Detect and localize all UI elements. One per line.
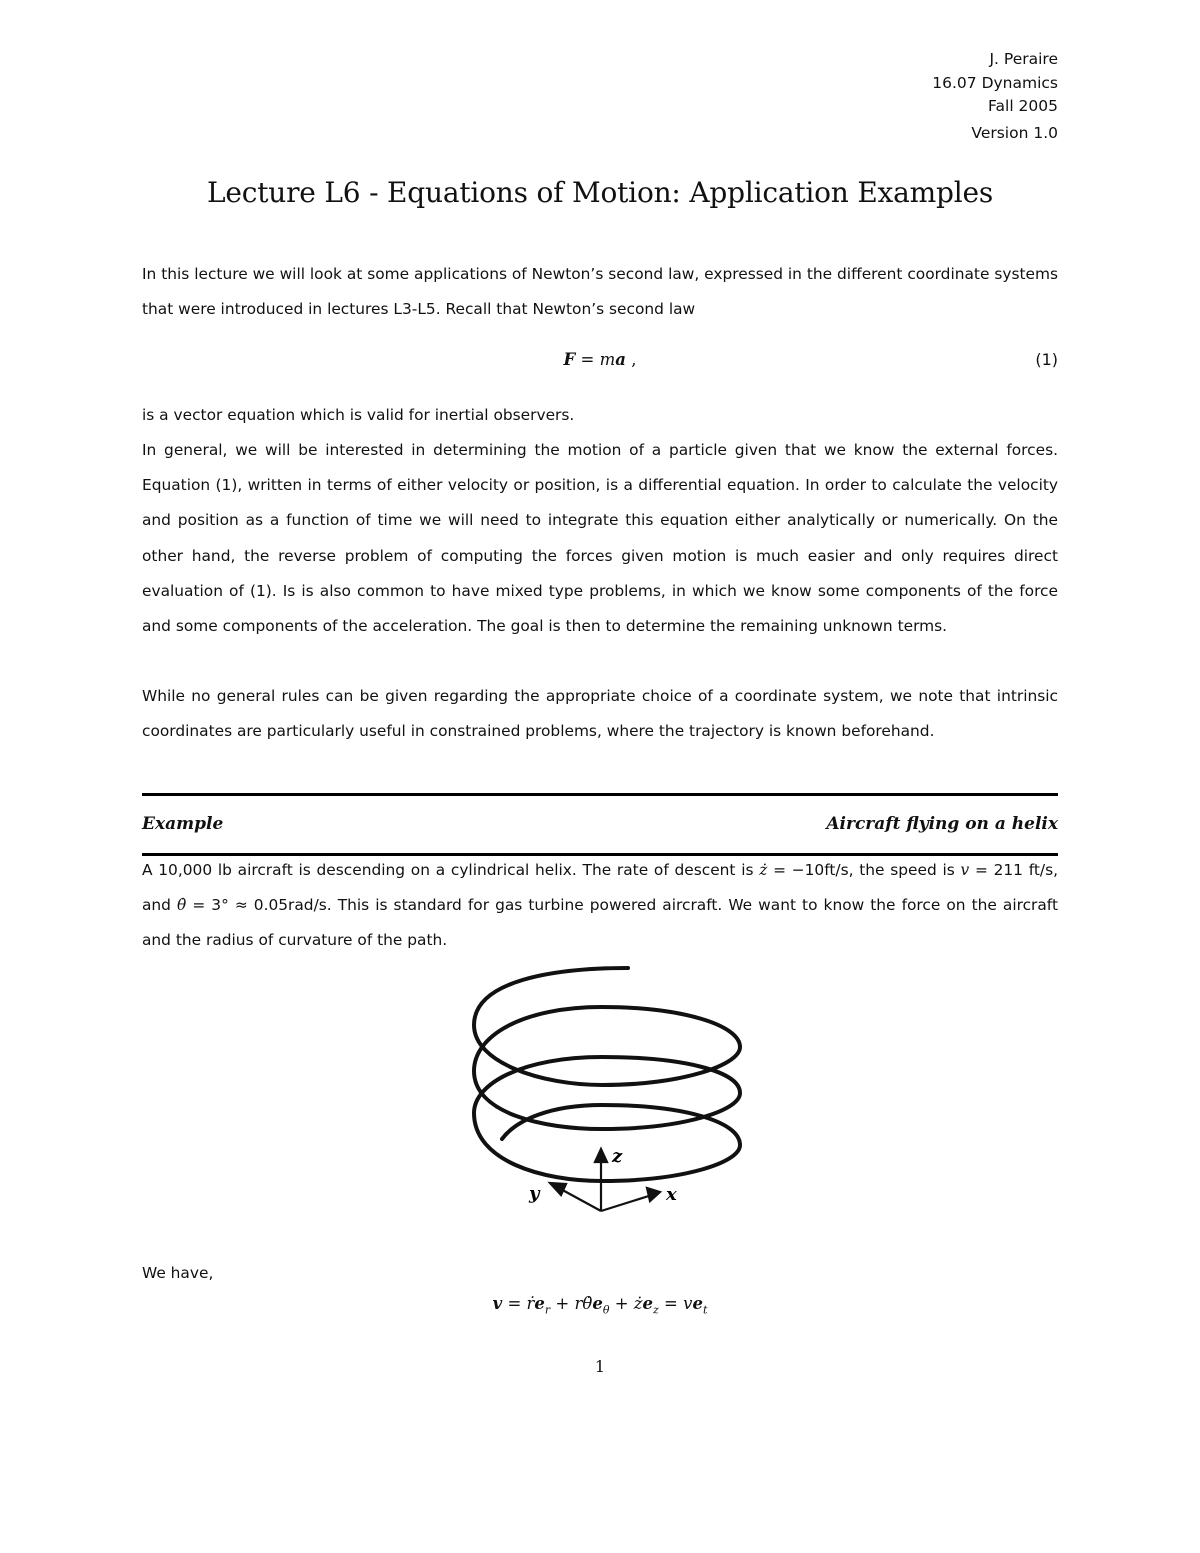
eq2-thetadot: θ̇	[582, 1294, 593, 1313]
eq2-sub-z: z	[653, 1303, 659, 1317]
eq2-r: r	[574, 1294, 583, 1313]
eq1-accel: a	[615, 350, 626, 369]
eq2-sub-r: r	[544, 1303, 551, 1317]
eq1-equals: =	[580, 350, 595, 369]
example-paragraph	[142, 853, 1058, 959]
eq2-v2: v	[683, 1294, 693, 1313]
author: J. Peraire	[989, 50, 1058, 68]
page-title: Lecture L6 - Equations of Motion: Application Examples	[206, 176, 994, 209]
eq2-e-r: e	[534, 1294, 545, 1313]
eq2-equals-1: =	[502, 1294, 527, 1313]
intro-paragraph-2: is a vector equation which is valid for inertial observers.	[142, 406, 575, 424]
helix-top-turn	[474, 968, 740, 1181]
term: Fall 2005	[988, 97, 1058, 115]
eq2-plus-2: +	[609, 1294, 634, 1313]
example-text-d: = 3° ≈ 0.05rad/s. This is standard for gas turbine powered aircraft. We want to know the force on the aircraft and the radius of curvature of the path.	[142, 896, 1058, 950]
page-number: 1	[594, 1357, 606, 1376]
intro-paragraph-4: While no general rules can be given regarding the appropriate choice of a coordinate system, we note that intrinsic coordinates are particularly useful in constrained problems, where the trajectory is known beforehand.	[142, 687, 1058, 741]
helix-diagram	[462, 963, 742, 1218]
eq2-zdot: ż	[633, 1294, 643, 1313]
example-title: Aircraft flying on a helix	[826, 814, 1058, 834]
eq2-e-theta: e	[592, 1294, 603, 1313]
eq2-rdot: ṙ	[526, 1294, 535, 1313]
example-text-a: A 10,000 lb aircraft is descending on a cylindrical helix. The rate of descent is	[142, 861, 760, 879]
we-have-text: We have,	[142, 1264, 214, 1282]
axis-label-x: x	[666, 1184, 677, 1205]
intro-paragraph-3: In general, we will be interested in determining the motion of a particle given that we know the external forces. Equation (1), written in terms of either velocity or position, is a differential equation. In order to calculate the velocity and position as a function of time we will need to integrate this equation either analytically or numerically. On the other hand, the reverse problem of computing the forces given motion is much easier and only requires direct evaluation of (1). Is is also common to have mixed type problems, in which we know some components of the force and some components of the acceleration. The goal is then to determine the remaining unknown terms.	[142, 441, 1058, 636]
example-header	[142, 814, 1058, 842]
eq2-e-t: e	[692, 1294, 703, 1313]
example-text-c: = 211 ft/s, and	[142, 861, 1058, 915]
eq2-equals-2: =	[658, 1294, 684, 1313]
axis-label-y: y	[529, 1183, 540, 1204]
eq2-sub-t: t	[702, 1303, 708, 1317]
helix-figure	[462, 963, 742, 1218]
eq2-e-z: e	[642, 1294, 653, 1313]
example-thetadot: θ̇	[177, 896, 187, 915]
eq2-v: v	[492, 1294, 503, 1313]
equation-2	[142, 1294, 1058, 1324]
eq1-number: (1)	[1035, 350, 1058, 369]
eq1-force: F	[563, 350, 576, 369]
example-text-b: = −10ft/s, the speed is	[767, 861, 961, 879]
example-v: v	[960, 861, 970, 879]
intro-paragraph-1: In this lecture we will look at some applications of Newton’s second law, expressed in the different coordinate systems that were introduced in lectures L3-L5. Recall that Newton’s second law	[142, 265, 1058, 319]
equation-1	[142, 350, 1058, 380]
eq1-comma: ,	[631, 350, 637, 369]
axis-label-z: z	[612, 1146, 623, 1167]
example-label: Example	[142, 814, 224, 834]
header-block	[932, 48, 1058, 145]
course: 16.07 Dynamics	[932, 73, 1058, 92]
eq2-sub-theta: θ	[602, 1303, 610, 1317]
version: Version 1.0	[971, 123, 1058, 142]
eq1-mass: m	[599, 350, 616, 369]
example-zdot: ż	[759, 861, 768, 879]
example-top-rule	[142, 793, 1058, 796]
eq2-plus-1: +	[550, 1294, 575, 1313]
